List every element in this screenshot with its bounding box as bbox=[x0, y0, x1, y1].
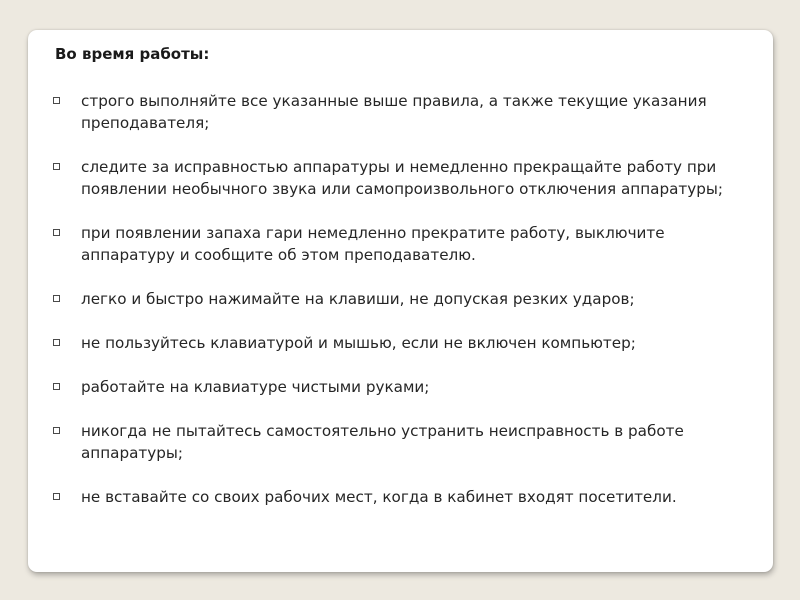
list-item bbox=[48, 332, 753, 354]
list-item bbox=[48, 376, 753, 398]
list-item-text: не вставайте со своих рабочих мест, когда в кабинет входят посетители. bbox=[81, 488, 677, 506]
hollow-square-bullet-icon bbox=[53, 295, 60, 302]
list-item-text: при появлении запаха гари немедленно прекратите работу, выключите аппаратуру и сообщите об этом преподавателю. bbox=[81, 224, 665, 264]
hollow-square-bullet-icon bbox=[53, 339, 60, 346]
list-item bbox=[48, 156, 753, 200]
hollow-square-bullet-icon bbox=[53, 493, 60, 500]
hollow-square-bullet-icon bbox=[53, 97, 60, 104]
list-item bbox=[48, 288, 753, 310]
list-item-text: работайте на клавиатуре чистыми руками; bbox=[81, 378, 430, 396]
list-item-text: легко и быстро нажимайте на клавиши, не допуская резких ударов; bbox=[81, 290, 635, 308]
list-item bbox=[48, 486, 753, 508]
page-title: Во время работы: bbox=[55, 45, 210, 63]
list-item bbox=[48, 420, 753, 464]
rules-list bbox=[48, 90, 753, 530]
list-item bbox=[48, 222, 753, 266]
hollow-square-bullet-icon bbox=[53, 229, 60, 236]
hollow-square-bullet-icon bbox=[53, 163, 60, 170]
list-item-text: не пользуйтесь клавиатурой и мышью, если не включен компьютер; bbox=[81, 334, 636, 352]
hollow-square-bullet-icon bbox=[53, 427, 60, 434]
list-item-text: строго выполняйте все указанные выше правила, а также текущие указания преподавателя; bbox=[81, 92, 707, 132]
list-item-text: никогда не пытайтесь самостоятельно устранить неисправность в работе аппаратуры; bbox=[81, 422, 684, 462]
list-item bbox=[48, 90, 753, 134]
hollow-square-bullet-icon bbox=[53, 383, 60, 390]
list-item-text: следите за исправностью аппаратуры и немедленно прекращайте работу при появлении необычного звука или самопроизвольного отключения аппаратуры; bbox=[81, 158, 723, 198]
